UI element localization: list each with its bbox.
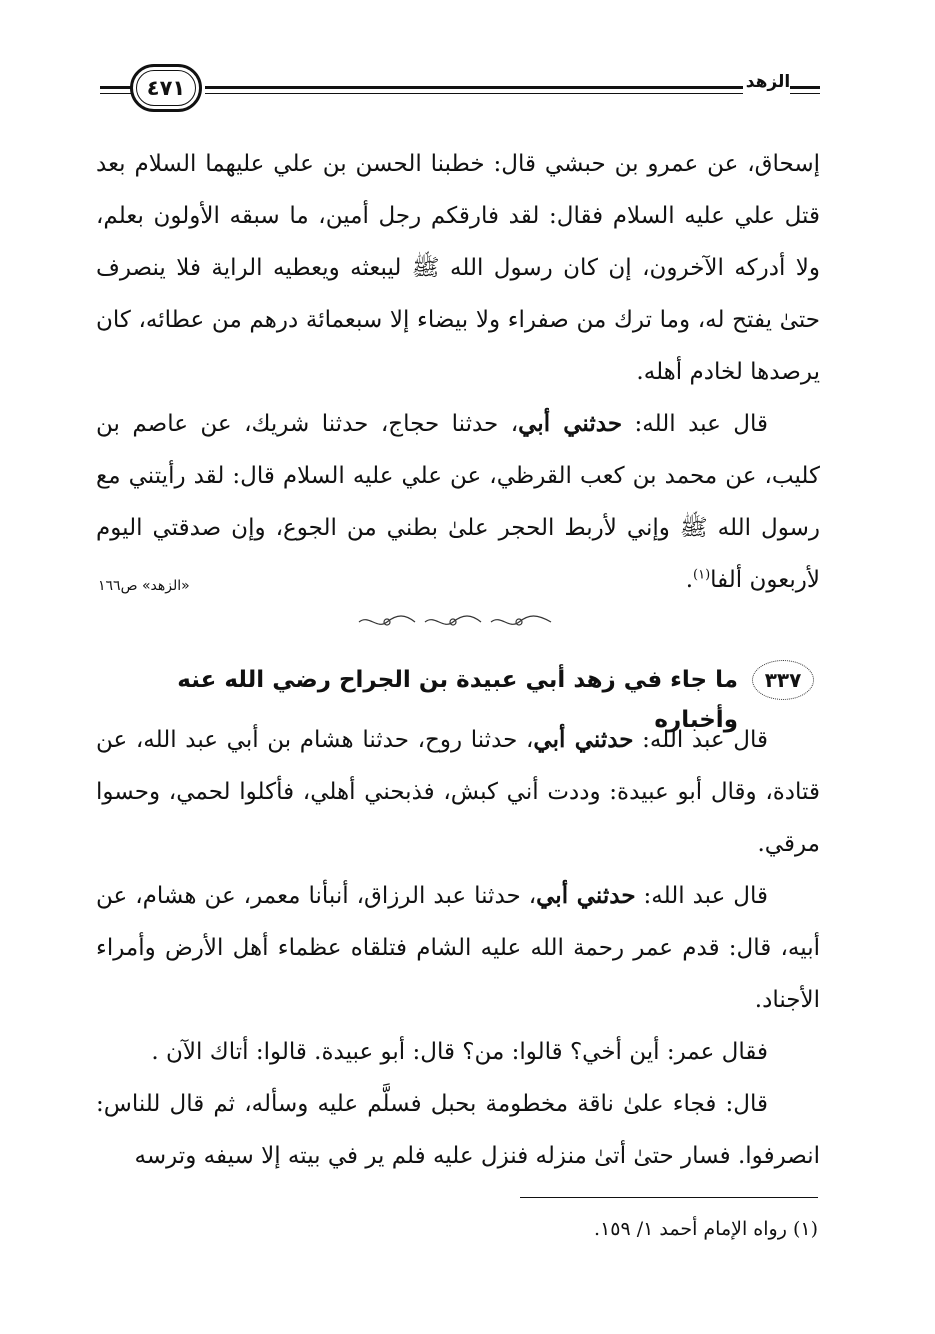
ornament-divider — [355, 612, 555, 632]
paragraph-text: ، حدثنا روح، حدثنا هشام بن أبي عبد الله، عن قتادة، وقال أبو عبيدة: وددت أني كبش، فذبحني أهلي، فأكلوا لحمي، وحسوا مرقي. — [96, 727, 820, 857]
footnote-text: رواه الإمام أحمد ١/ ١٥٩. — [594, 1218, 787, 1240]
paragraph — [96, 870, 820, 1026]
side-reference: «الزهد» ص١٦٦ — [98, 578, 190, 594]
narrator-bold: حدثني أبي — [518, 410, 623, 437]
footnote-marker: (١) — [693, 567, 711, 583]
narrator-bold: حدثني أبي — [536, 882, 636, 909]
narrator-bold: حدثني أبي — [533, 726, 634, 753]
paragraph-lead: قال عبد الله: — [635, 883, 768, 909]
paragraph: قال: فجاء علىٰ ناقة مخطومة بحبل فسلَّم عليه وسأله، ثم قال للناس: انصرفوا. فسار حتىٰ أتىٰ منزله فنزل عليه فلم ير في بيته إلا سيفه وترسه — [96, 1091, 820, 1169]
header-rule — [205, 86, 743, 89]
footnote — [420, 1212, 818, 1246]
paragraph: فقال عمر: أين أخي؟ قالوا: من؟ قال: أبو عبيدة. قالوا: أتاك الآن . — [151, 1039, 768, 1065]
paragraph-lead: قال عبد الله: — [622, 411, 768, 437]
header-rule — [790, 93, 820, 94]
paragraph-end: . — [685, 567, 693, 593]
paragraph — [96, 398, 820, 606]
chapter-number-badge — [752, 660, 814, 700]
page-number: ٤٧١ — [136, 70, 196, 106]
footnote-rule — [520, 1197, 818, 1198]
page-header — [0, 0, 935, 130]
body-text-bottom — [96, 714, 820, 1182]
chapter-title: ما جاء في زهد أبي عبيدة بن الجراح رضي الله عنه وأخباره — [177, 667, 738, 733]
running-title: الزهد — [745, 72, 791, 92]
paragraph — [96, 714, 820, 870]
paragraph-lead: قال عبد الله: — [633, 727, 768, 753]
paragraph: إسحاق، عن عمرو بن حبشي قال: خطبنا الحسن بن علي عليهما السلام بعد قتل علي عليه السلام فقال: لقد فارقكم رجل أمين، ما سبقه الأولون بعلم، ولا أدركه الآخرون، إن كان رسول الله ﷺ ليبعثه ويعطيه الراية فلا ينصرف حتىٰ يفتح له، وما ترك من صفراء ولا بيضاء إلا سبعمائة درهم من عطائه، كان يرصدها لخادم أهله. — [96, 151, 820, 385]
paragraph-text: ، حدثنا حجاج، حدثنا شريك، عن عاصم بن كليب، عن محمد بن كعب القرظي، عن علي عليه السلام قال: لقد رأيتني مع رسول الله ﷺ وإني لأربط الحجر علىٰ بطني من الجوع، وإن صدقتي اليوم لأربعون ألفا — [96, 411, 820, 593]
paragraph-text: ، حدثنا عبد الرزاق، أنبأنا معمر، عن هشام، عن أبيه، قال: قدم عمر رحمة الله عليه الشام فتلقاه عظماء أهل الأرض وأمراء الأجناد. — [96, 883, 820, 1013]
footnote-marker: (١) — [792, 1218, 818, 1240]
page-number-badge — [130, 64, 202, 112]
header-rule — [205, 93, 743, 94]
chapter-number: ٣٣٧ — [764, 668, 802, 692]
body-text-top — [96, 138, 820, 606]
